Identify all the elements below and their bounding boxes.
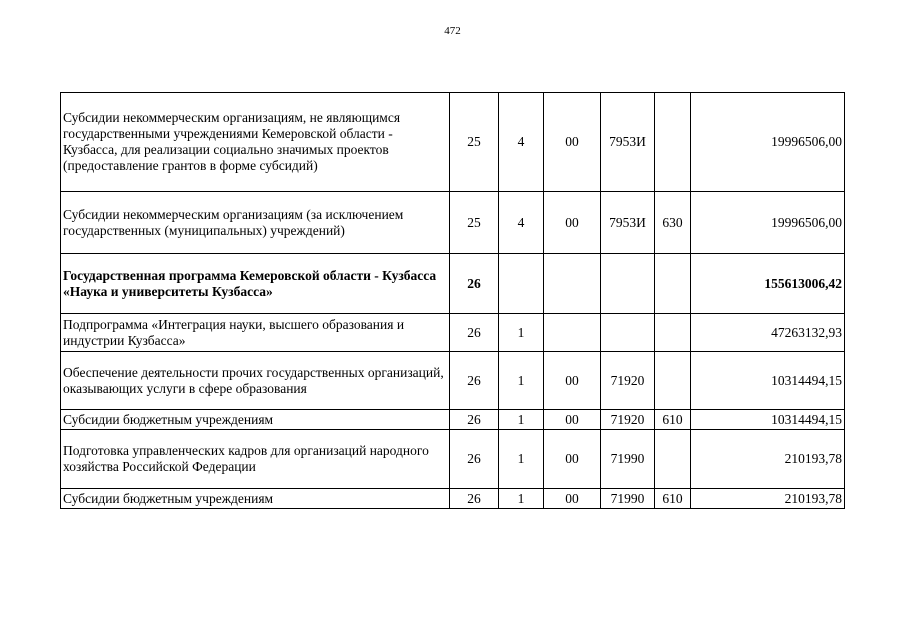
amount-cell: 19996506,00 — [691, 192, 845, 254]
event-code-cell: 00 — [544, 489, 601, 509]
direction-code-cell: 71990 — [601, 430, 655, 489]
program-code-cell: 26 — [450, 489, 499, 509]
row-name-cell: Субсидии бюджетным учреждениям — [61, 410, 450, 430]
page-number: 472 — [444, 25, 461, 37]
direction-code-cell: 7953И — [601, 93, 655, 192]
table-row — [61, 410, 845, 430]
subprogram-code-cell: 1 — [499, 410, 544, 430]
program-code-cell: 26 — [450, 254, 499, 314]
subprogram-code-cell: 1 — [499, 314, 544, 352]
event-code-cell: 00 — [544, 93, 601, 192]
direction-code-cell — [601, 254, 655, 314]
row-name-cell: Подпрограмма «Интеграция науки, высшего образования и индустрии Кузбасса» — [61, 314, 450, 352]
event-code-cell — [544, 254, 601, 314]
subprogram-code-cell: 1 — [499, 489, 544, 509]
program-code-cell: 26 — [450, 430, 499, 489]
amount-cell: 19996506,00 — [691, 93, 845, 192]
event-code-cell: 00 — [544, 352, 601, 410]
expense-type-cell — [655, 430, 691, 489]
direction-code-cell: 71920 — [601, 352, 655, 410]
event-code-cell — [544, 314, 601, 352]
direction-code-cell: 71990 — [601, 489, 655, 509]
event-code-cell: 00 — [544, 192, 601, 254]
program-code-cell: 26 — [450, 352, 499, 410]
table-row — [61, 254, 845, 314]
table-row — [61, 93, 845, 192]
expense-type-cell: 610 — [655, 489, 691, 509]
subprogram-code-cell — [499, 254, 544, 314]
table-row — [61, 192, 845, 254]
event-code-cell: 00 — [544, 430, 601, 489]
amount-cell: 47263132,93 — [691, 314, 845, 352]
subprogram-code-cell: 4 — [499, 192, 544, 254]
amount-cell: 10314494,15 — [691, 410, 845, 430]
program-code-cell: 25 — [450, 192, 499, 254]
expense-type-cell — [655, 352, 691, 410]
event-code-cell: 00 — [544, 410, 601, 430]
program-code-cell: 26 — [450, 314, 499, 352]
table-row — [61, 430, 845, 489]
expense-type-cell — [655, 254, 691, 314]
table-row — [61, 314, 845, 352]
table-row — [61, 352, 845, 410]
expense-type-cell: 610 — [655, 410, 691, 430]
amount-cell: 210193,78 — [691, 489, 845, 509]
budget-table — [60, 92, 845, 509]
amount-cell: 10314494,15 — [691, 352, 845, 410]
row-name-cell: Субсидии некоммерческим организациям, не являющимся государственными учреждениями Кемеровской области - Кузбасса, для реализации социально значимых проектов (предоставление грантов в форме субсидий) — [61, 93, 450, 192]
direction-code-cell — [601, 314, 655, 352]
table-row — [61, 489, 845, 509]
row-name-cell: Подготовка управленческих кадров для организаций народного хозяйства Российской Федерации — [61, 430, 450, 489]
amount-cell: 210193,78 — [691, 430, 845, 489]
row-name-cell: Субсидии бюджетным учреждениям — [61, 489, 450, 509]
expense-type-cell — [655, 93, 691, 192]
expense-type-cell: 630 — [655, 192, 691, 254]
row-name-cell: Субсидии некоммерческим организациям (за исключением государственных (муниципальных) учреждений) — [61, 192, 450, 254]
amount-cell: 155613006,42 — [691, 254, 845, 314]
direction-code-cell: 7953И — [601, 192, 655, 254]
program-code-cell: 25 — [450, 93, 499, 192]
row-name-cell: Государственная программа Кемеровской области - Кузбасса «Наука и университеты Кузбасса» — [61, 254, 450, 314]
subprogram-code-cell: 1 — [499, 352, 544, 410]
subprogram-code-cell: 1 — [499, 430, 544, 489]
direction-code-cell: 71920 — [601, 410, 655, 430]
expense-type-cell — [655, 314, 691, 352]
row-name-cell: Обеспечение деятельности прочих государственных организаций, оказывающих услуги в сфере образования — [61, 352, 450, 410]
program-code-cell: 26 — [450, 410, 499, 430]
subprogram-code-cell: 4 — [499, 93, 544, 192]
